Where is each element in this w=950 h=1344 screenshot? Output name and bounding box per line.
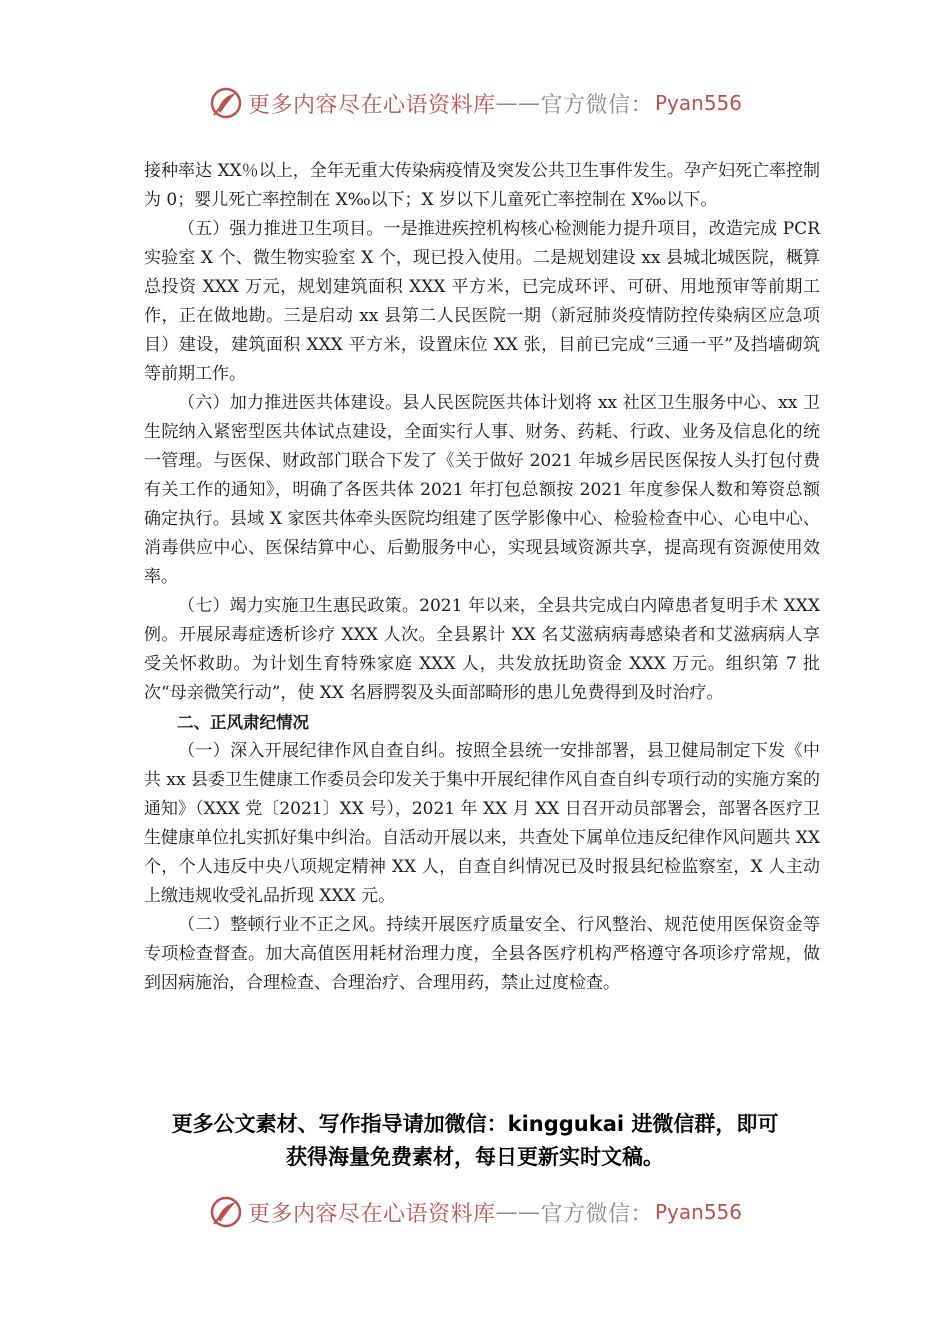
header-banner-dash: ——	[495, 90, 541, 116]
paragraph-health-projects: （五）强力推进卫生项目。一是推进疾控机构核心检测能力提升项目，改造完成 PCR 实验室 X 个、微生物实验室 X 个，现已投入使用。二是规划建设 xx 县城北城医院，概算总投资 XXX 万元，规划建筑面积 XXX 平方米，已完成环评、可研、用地预审等前期工作，正在做地勘。三是启动 xx 县第二人民医院一期（新冠肺炎疫情防控传染病区应急项目）建设，建筑面积 XXX 平方米，设置床位 XX 张，目前已完成“三通一平”及挡墙砌筑等前期工作。	[144, 219, 820, 384]
promo-notice	[110, 1108, 840, 1174]
paragraph-vaccination-rate: 接种率达 XX％以上，全年无重大传染病疫情及突发公共卫生事件发生。孕产妇死亡率控制为 0；婴儿死亡率控制在 X‰以下；X 岁以下儿童死亡率控制在 X‰以下。	[144, 161, 820, 210]
header-banner-wechat-label: 官方微信：	[540, 92, 653, 118]
paragraph-benefit-policies: （七）竭力实施卫生惠民政策。2021 年以来，全县共完成白内障患者复明手术 XXX 例。开展尿毒症透析诊疗 XXX 人次。全县累计 XX 名艾滋病病毒感染者和艾滋病病人享受关怀救助。为计划生育特殊家庭 XXX 人，共发放抚助资金 XXX 万元。组织第 7 批次“母亲微笑行动”，使 XX 名唇腭裂及头面部畸形的患儿免费得到及时治疗。	[144, 596, 820, 703]
paragraph-self-inspection: （一）深入开展纪律作风自查自纠。按照全县统一安排部署，县卫健局制定下发《中共 xx 县委卫生健康工作委员会印发关于集中开展纪律作风自查自纠专项行动的实施方案的通知》（XXX 党〔2021〕XX 号），2021 年 XX 月 XX 日召开动员部署会，部署各医疗卫生健康单位扎实抓好集中纠治。自活动开展以来，共查处下属单位违反纪律作风问题共 XX 个，个人违反中央八项规定精神 XX 人，自查自纠情况已及时报县纪检监察室，X 人主动上缴违规收受礼品折现 XXX 元。	[144, 741, 820, 906]
footer-banner-dash: ——	[495, 1199, 541, 1225]
promo-line-1: 更多公文素材、写作指导请加微信：kinggukai 进微信群，即可	[171, 1112, 779, 1136]
header-banner-text: 更多内容尽在心语资料库	[247, 92, 496, 118]
footer-banner-wechat-id: Pyan556	[655, 1200, 743, 1224]
brand-logo-icon	[208, 85, 244, 121]
paragraph-medical-community: （六）加力推进医共体建设。县人民医院医共体计划将 xx 社区卫生服务中心、xx 卫生院纳入紧密型医共体试点建设，全面实行人事、财务、药耗、行政、业务及信息化的统一管理。与医保、财政部门联合下发了《关于做好 2021 年城乡居民医保按人头打包付费有关工作的通知》，明确了各医共体 2021 年打包总额按 2021 年度参保人数和筹资总额确定执行。县域 X 家医共体牵头医院均组建了医学影像中心、检验检查中心、心电中心、消毒供应中心、医保结算中心、后勤服务中心，实现县域资源共享，提高现有资源使用效率。	[144, 393, 820, 587]
promo-line-2: 获得海量免费素材，每日更新实时文稿。	[286, 1145, 664, 1169]
section-heading-discipline: 二、正风肃纪情况	[177, 713, 309, 732]
header-banner-wechat-id: Pyan556	[655, 91, 743, 115]
footer-banner-text: 更多内容尽在心语资料库	[247, 1201, 496, 1227]
brand-logo-icon	[208, 1194, 244, 1230]
paragraph-industry-rectification: （二）整顿行业不正之风。持续开展医疗质量安全、行风整治、规范使用医保资金等专项检查督查。加大高值医用耗材治理力度，全县各医疗机构严格遵守各项诊疗常规，做到因病施治，合理检查、合理治疗、合理用药，禁止过度检查。	[144, 915, 820, 993]
footer-banner-wechat-label: 官方微信：	[540, 1201, 653, 1227]
header-banner	[0, 83, 950, 123]
document-body	[144, 157, 820, 998]
footer-banner	[0, 1192, 950, 1232]
